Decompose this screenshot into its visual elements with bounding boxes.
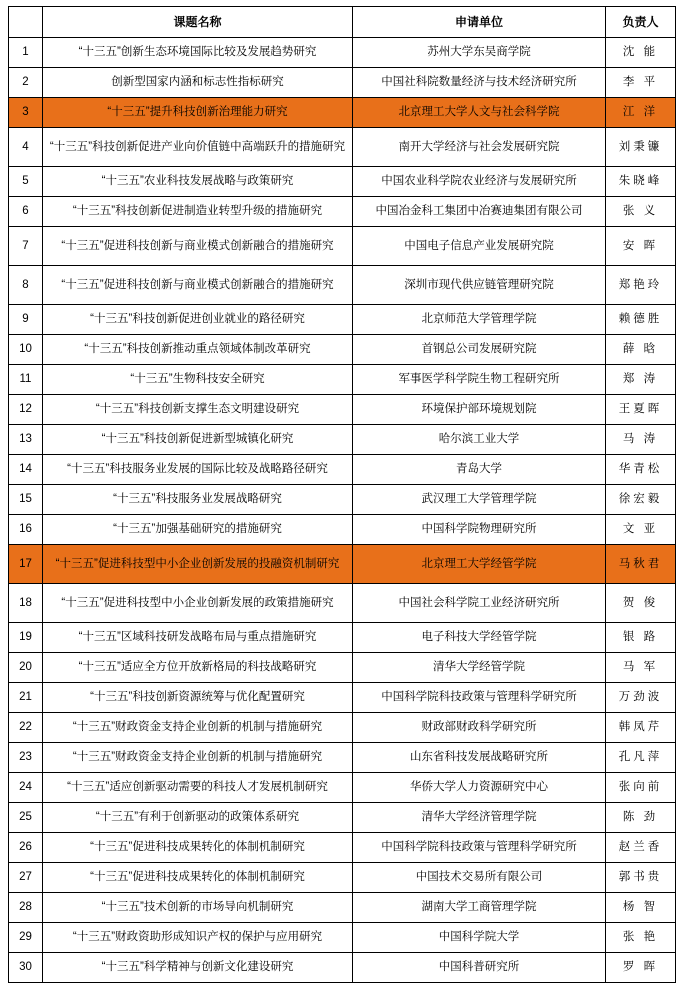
table-row bbox=[9, 863, 676, 893]
row-leader: 马秋君 bbox=[606, 545, 676, 584]
row-index: 3 bbox=[9, 98, 43, 128]
row-applicant-unit: 湖南大学工商管理学院 bbox=[353, 893, 606, 923]
table-row bbox=[9, 545, 676, 584]
row-applicant-unit: 中国科学院大学 bbox=[353, 923, 606, 953]
row-project-title: “十三五”财政资金支持企业创新的机制与措施研究 bbox=[43, 713, 353, 743]
row-applicant-unit: 中国社科院数量经济与技术经济研究所 bbox=[353, 68, 606, 98]
row-applicant-unit: 山东省科技发展战略研究所 bbox=[353, 743, 606, 773]
table-row bbox=[9, 623, 676, 653]
row-applicant-unit: 中国科普研究所 bbox=[353, 953, 606, 983]
row-leader: 刘秉镰 bbox=[606, 128, 676, 167]
row-project-title: “十三五”科技创新促进制造业转型升级的措施研究 bbox=[43, 197, 353, 227]
row-applicant-unit: 中国电子信息产业发展研究院 bbox=[353, 227, 606, 266]
table-row bbox=[9, 833, 676, 863]
table-row bbox=[9, 893, 676, 923]
row-applicant-unit: 哈尔滨工业大学 bbox=[353, 425, 606, 455]
table-body bbox=[9, 38, 676, 983]
row-applicant-unit: 中国技术交易所有限公司 bbox=[353, 863, 606, 893]
row-leader: 王夏晖 bbox=[606, 395, 676, 425]
row-project-title: “十三五”促进科技成果转化的体制机制研究 bbox=[43, 833, 353, 863]
row-index: 30 bbox=[9, 953, 43, 983]
row-index: 22 bbox=[9, 713, 43, 743]
row-project-title: “十三五”生物科技安全研究 bbox=[43, 365, 353, 395]
row-applicant-unit: 北京理工大学经管学院 bbox=[353, 545, 606, 584]
row-index: 1 bbox=[9, 38, 43, 68]
row-index: 13 bbox=[9, 425, 43, 455]
table-row bbox=[9, 515, 676, 545]
row-project-title: “十三五”适应全方位开放新格局的科技战略研究 bbox=[43, 653, 353, 683]
row-index: 8 bbox=[9, 266, 43, 305]
row-leader: 郑艳玲 bbox=[606, 266, 676, 305]
row-index: 29 bbox=[9, 923, 43, 953]
row-project-title: “十三五”科技创新推动重点领域体制改革研究 bbox=[43, 335, 353, 365]
table-row bbox=[9, 365, 676, 395]
row-leader: 杨 智 bbox=[606, 893, 676, 923]
row-index: 14 bbox=[9, 455, 43, 485]
table-header-row bbox=[9, 7, 676, 38]
row-leader: 银 路 bbox=[606, 623, 676, 653]
row-project-title: 创新型国家内涵和标志性指标研究 bbox=[43, 68, 353, 98]
row-index: 5 bbox=[9, 167, 43, 197]
research-projects-table bbox=[8, 6, 676, 983]
table-row bbox=[9, 953, 676, 983]
table-row bbox=[9, 305, 676, 335]
row-project-title: “十三五”促进科技成果转化的体制机制研究 bbox=[43, 863, 353, 893]
row-project-title: “十三五”科技服务业发展的国际比较及战略路径研究 bbox=[43, 455, 353, 485]
row-index: 11 bbox=[9, 365, 43, 395]
row-applicant-unit: 北京师范大学管理学院 bbox=[353, 305, 606, 335]
row-leader: 郭书贵 bbox=[606, 863, 676, 893]
row-index: 4 bbox=[9, 128, 43, 167]
row-leader: 贺 俊 bbox=[606, 584, 676, 623]
table-row bbox=[9, 773, 676, 803]
row-project-title: “十三五”有利于创新驱动的政策体系研究 bbox=[43, 803, 353, 833]
row-leader: 华青松 bbox=[606, 455, 676, 485]
row-applicant-unit: 南开大学经济与社会发展研究院 bbox=[353, 128, 606, 167]
row-index: 28 bbox=[9, 893, 43, 923]
row-leader: 张 艳 bbox=[606, 923, 676, 953]
row-project-title: “十三五”促进科技创新与商业模式创新融合的措施研究 bbox=[43, 227, 353, 266]
table-row bbox=[9, 98, 676, 128]
row-index: 6 bbox=[9, 197, 43, 227]
row-project-title: “十三五”科技创新资源统筹与优化配置研究 bbox=[43, 683, 353, 713]
table-row bbox=[9, 38, 676, 68]
row-index: 16 bbox=[9, 515, 43, 545]
row-leader: 薛 晗 bbox=[606, 335, 676, 365]
row-index: 10 bbox=[9, 335, 43, 365]
column-header-person: 负责人 bbox=[606, 7, 676, 38]
row-leader: 韩凤芹 bbox=[606, 713, 676, 743]
row-leader: 文 亚 bbox=[606, 515, 676, 545]
row-index: 27 bbox=[9, 863, 43, 893]
row-leader: 安 晖 bbox=[606, 227, 676, 266]
row-index: 2 bbox=[9, 68, 43, 98]
row-index: 7 bbox=[9, 227, 43, 266]
row-leader: 孔凡萍 bbox=[606, 743, 676, 773]
row-leader: 赖德胜 bbox=[606, 305, 676, 335]
row-applicant-unit: 中国社会科学院工业经济研究所 bbox=[353, 584, 606, 623]
row-index: 17 bbox=[9, 545, 43, 584]
table-row bbox=[9, 485, 676, 515]
row-project-title: “十三五”促进科技型中小企业创新发展的投融资机制研究 bbox=[43, 545, 353, 584]
row-project-title: “十三五”农业科技发展战略与政策研究 bbox=[43, 167, 353, 197]
table-row bbox=[9, 455, 676, 485]
table-row bbox=[9, 335, 676, 365]
row-project-title: “十三五”财政资金支持企业创新的机制与措施研究 bbox=[43, 743, 353, 773]
table-row bbox=[9, 128, 676, 167]
row-project-title: “十三五”科技创新促进创业就业的路径研究 bbox=[43, 305, 353, 335]
table-row bbox=[9, 227, 676, 266]
row-leader: 赵兰香 bbox=[606, 833, 676, 863]
row-applicant-unit: 北京理工大学人文与社会科学院 bbox=[353, 98, 606, 128]
table-row bbox=[9, 425, 676, 455]
row-leader: 沈 能 bbox=[606, 38, 676, 68]
table-row bbox=[9, 584, 676, 623]
row-project-title: “十三五”科技创新促进新型城镇化研究 bbox=[43, 425, 353, 455]
row-leader: 罗 晖 bbox=[606, 953, 676, 983]
row-applicant-unit: 武汉理工大学管理学院 bbox=[353, 485, 606, 515]
row-leader: 陈 劲 bbox=[606, 803, 676, 833]
row-project-title: “十三五”技术创新的市场导向机制研究 bbox=[43, 893, 353, 923]
row-leader: 马 军 bbox=[606, 653, 676, 683]
row-index: 21 bbox=[9, 683, 43, 713]
row-project-title: “十三五”促进科技型中小企业创新发展的政策措施研究 bbox=[43, 584, 353, 623]
row-applicant-unit: 青岛大学 bbox=[353, 455, 606, 485]
row-applicant-unit: 中国科学院物理研究所 bbox=[353, 515, 606, 545]
row-leader: 朱晓峰 bbox=[606, 167, 676, 197]
table-row bbox=[9, 395, 676, 425]
table-row bbox=[9, 923, 676, 953]
row-project-title: “十三五”适应创新驱动需要的科技人才发展机制研究 bbox=[43, 773, 353, 803]
table-row bbox=[9, 266, 676, 305]
column-header-index bbox=[9, 7, 43, 38]
row-project-title: “十三五”科技创新支撑生态文明建设研究 bbox=[43, 395, 353, 425]
row-applicant-unit: 军事医学科学院生物工程研究所 bbox=[353, 365, 606, 395]
row-index: 19 bbox=[9, 623, 43, 653]
row-applicant-unit: 电子科技大学经管学院 bbox=[353, 623, 606, 653]
row-applicant-unit: 华侨大学人力资源研究中心 bbox=[353, 773, 606, 803]
row-applicant-unit: 清华大学经济管理学院 bbox=[353, 803, 606, 833]
row-leader: 郑 涛 bbox=[606, 365, 676, 395]
table-row bbox=[9, 713, 676, 743]
row-applicant-unit: 首钢总公司发展研究院 bbox=[353, 335, 606, 365]
row-leader: 张 义 bbox=[606, 197, 676, 227]
row-index: 12 bbox=[9, 395, 43, 425]
row-applicant-unit: 清华大学经管学院 bbox=[353, 653, 606, 683]
row-project-title: “十三五”提升科技创新治理能力研究 bbox=[43, 98, 353, 128]
table-row bbox=[9, 803, 676, 833]
row-applicant-unit: 苏州大学东吴商学院 bbox=[353, 38, 606, 68]
row-project-title: “十三五”科技服务业发展战略研究 bbox=[43, 485, 353, 515]
table-row bbox=[9, 167, 676, 197]
row-project-title: “十三五”促进科技创新与商业模式创新融合的措施研究 bbox=[43, 266, 353, 305]
row-leader: 江 洋 bbox=[606, 98, 676, 128]
row-applicant-unit: 深圳市现代供应链管理研究院 bbox=[353, 266, 606, 305]
row-index: 24 bbox=[9, 773, 43, 803]
row-index: 26 bbox=[9, 833, 43, 863]
row-project-title: “十三五”加强基础研究的措施研究 bbox=[43, 515, 353, 545]
table-row bbox=[9, 743, 676, 773]
table-row bbox=[9, 653, 676, 683]
row-applicant-unit: 财政部财政科学研究所 bbox=[353, 713, 606, 743]
table-row bbox=[9, 197, 676, 227]
row-index: 18 bbox=[9, 584, 43, 623]
row-index: 15 bbox=[9, 485, 43, 515]
row-leader: 张向前 bbox=[606, 773, 676, 803]
row-project-title: “十三五”科学精神与创新文化建设研究 bbox=[43, 953, 353, 983]
column-header-title: 课题名称 bbox=[43, 7, 353, 38]
row-index: 23 bbox=[9, 743, 43, 773]
row-leader: 徐宏毅 bbox=[606, 485, 676, 515]
row-leader: 李 平 bbox=[606, 68, 676, 98]
row-project-title: “十三五”科技创新促进产业向价值链中高端跃升的措施研究 bbox=[43, 128, 353, 167]
row-index: 25 bbox=[9, 803, 43, 833]
row-leader: 万劲波 bbox=[606, 683, 676, 713]
row-applicant-unit: 环境保护部环境规划院 bbox=[353, 395, 606, 425]
row-leader: 马 涛 bbox=[606, 425, 676, 455]
row-index: 20 bbox=[9, 653, 43, 683]
row-applicant-unit: 中国农业科学院农业经济与发展研究所 bbox=[353, 167, 606, 197]
row-applicant-unit: 中国科学院科技政策与管理科学研究所 bbox=[353, 833, 606, 863]
row-applicant-unit: 中国科学院科技政策与管理科学研究所 bbox=[353, 683, 606, 713]
table-row bbox=[9, 683, 676, 713]
row-applicant-unit: 中国冶金科工集团中冶赛迪集团有限公司 bbox=[353, 197, 606, 227]
table-header bbox=[9, 7, 676, 38]
table-row bbox=[9, 68, 676, 98]
row-project-title: “十三五”财政资助形成知识产权的保护与应用研究 bbox=[43, 923, 353, 953]
row-index: 9 bbox=[9, 305, 43, 335]
row-project-title: “十三五”区域科技研发战略布局与重点措施研究 bbox=[43, 623, 353, 653]
row-project-title: “十三五”创新生态环境国际比较及发展趋势研究 bbox=[43, 38, 353, 68]
column-header-unit: 申请单位 bbox=[353, 7, 606, 38]
